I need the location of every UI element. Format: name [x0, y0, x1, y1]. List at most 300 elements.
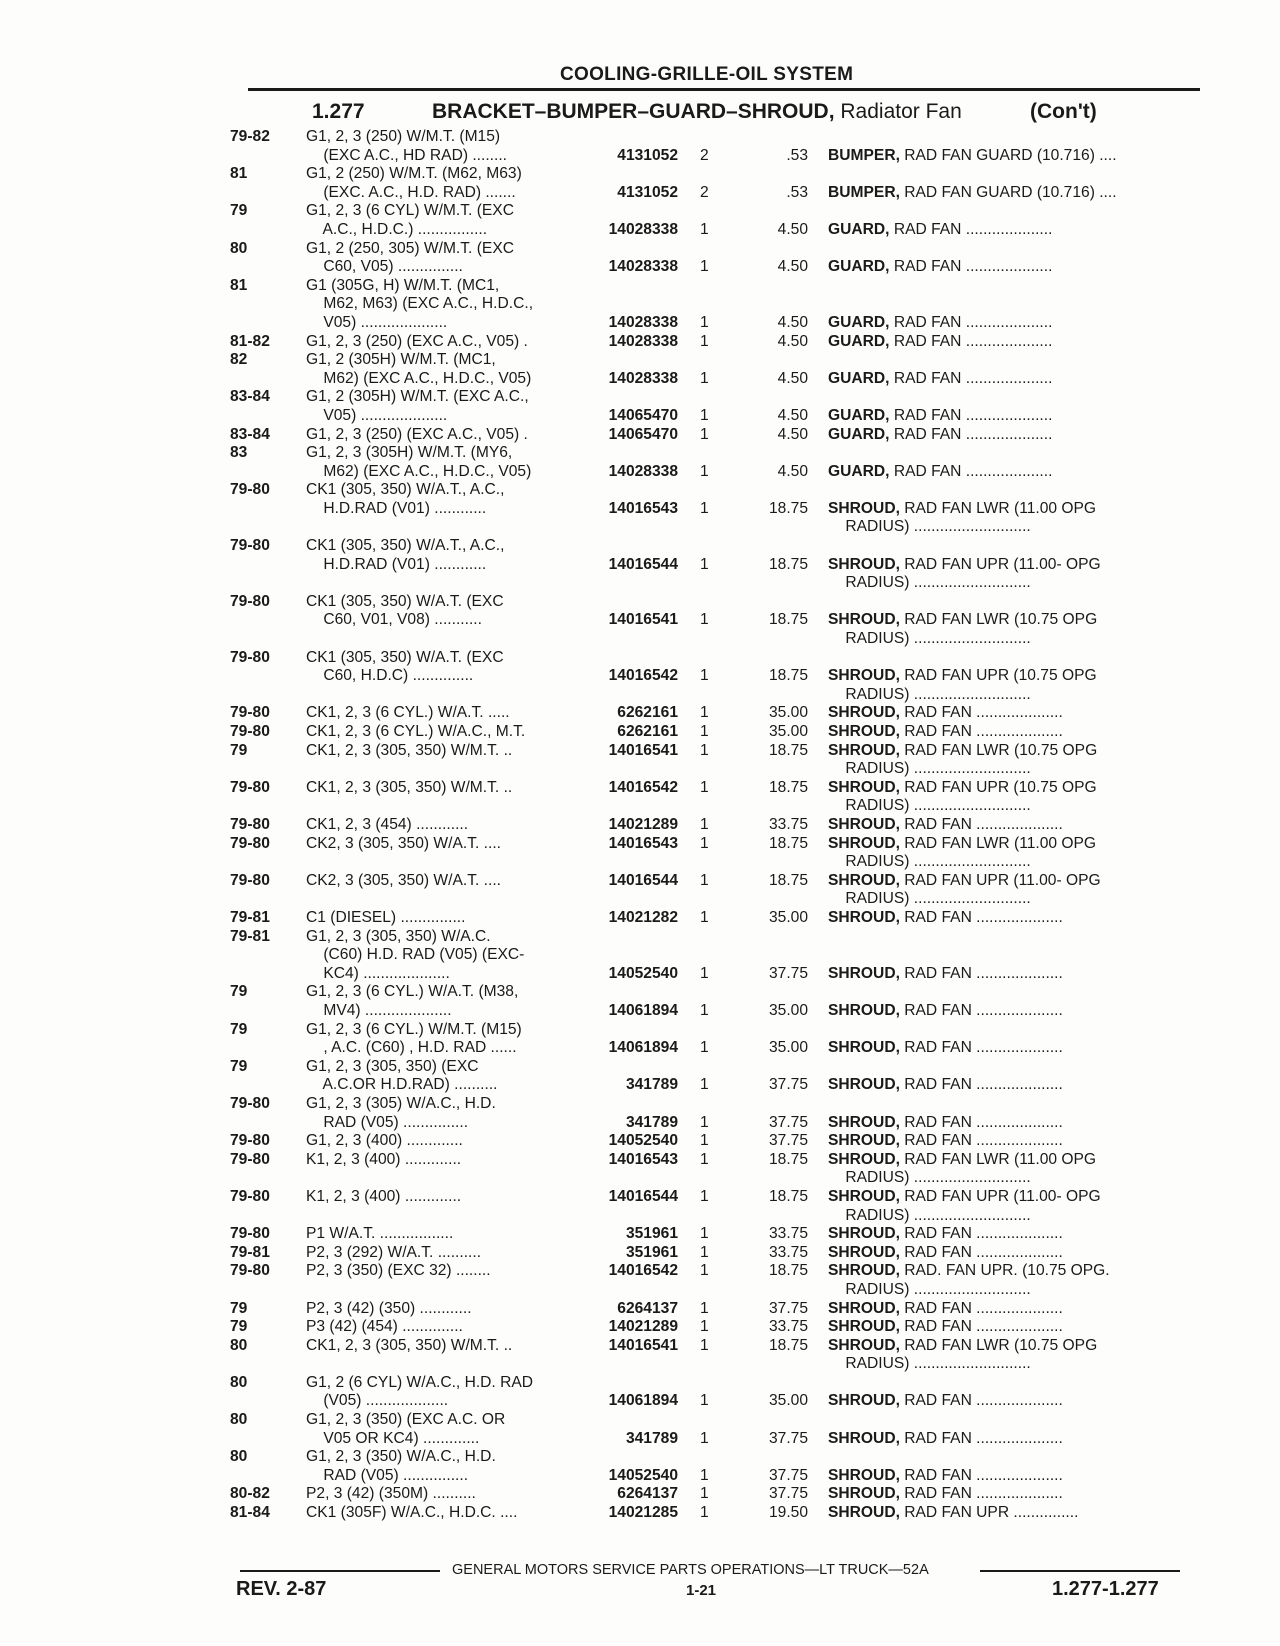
header-rule [248, 88, 1200, 91]
part-name: RADIUS) ........................... [828, 518, 1031, 536]
part-number: 14021289 [608, 816, 678, 834]
application-description: CK2, 3 (305, 350) W/A.T. .... [306, 871, 501, 889]
price: 35.00 [768, 909, 808, 927]
part-name-keyword: SHROUD, [828, 704, 900, 722]
part-name-detail: RAD FAN UPR (10.75 OPG [899, 667, 1097, 685]
application-description: CK1, 2, 3 (454) ............ [306, 816, 469, 834]
model-years: 80 [230, 1448, 248, 1466]
table-row [0, 872, 1280, 909]
part-name [828, 1467, 1198, 1486]
application-description: CK1 (305F) W/A.C., H.D.C. .... [306, 1504, 518, 1522]
quantity: 1 [700, 667, 709, 685]
application-description: M62) (EXC A.C., H.D.C., V05) [306, 462, 532, 480]
model-years: 82 [230, 351, 248, 369]
part-name [828, 1114, 1198, 1133]
application-description: CK2, 3 (305, 350) W/A.T. .... [306, 834, 501, 852]
quantity: 1 [700, 1262, 709, 1280]
part-name [828, 779, 1198, 798]
part-name-detail: RAD FAN .................... [899, 723, 1063, 741]
part-number: 341789 [625, 1076, 678, 1094]
part-name-detail: RAD FAN .................... [889, 258, 1053, 276]
application-description: , A.C. (C60) , H.D. RAD ...... [306, 1039, 517, 1057]
part-name-keyword: GUARD, [828, 258, 890, 276]
part-name [828, 1337, 1198, 1356]
table-row [0, 835, 1280, 872]
model-years: 79-80 [230, 1094, 270, 1112]
quantity: 2 [700, 146, 709, 164]
part-number: 14016541 [608, 741, 678, 759]
footer-reference: 1.277-1.277 [1052, 1578, 1159, 1600]
application-description: P2, 3 (292) W/A.T. .......... [306, 1243, 482, 1261]
part-name-detail: RAD FAN LWR (11.00 OPG [899, 834, 1097, 852]
part-name-detail: RAD FAN UPR ............... [899, 1504, 1079, 1522]
part-name: RADIUS) ........................... [828, 890, 1031, 908]
table-row [0, 351, 1280, 388]
section-continued: (Con't) [1030, 100, 1097, 123]
model-years: 83-84 [230, 425, 270, 443]
part-name [828, 1300, 1198, 1319]
part-number: 341789 [625, 1113, 678, 1131]
application-description: RAD (V05) ............... [306, 1466, 469, 1484]
part-number: 14016542 [608, 667, 678, 685]
table-row [0, 928, 1280, 984]
application-description: G1, 2, 3 (350) W/A.C., H.D. [306, 1448, 496, 1466]
quantity: 1 [700, 1113, 709, 1131]
part-name-keyword: SHROUD, [828, 1504, 900, 1522]
model-years: 79-80 [230, 1150, 270, 1168]
section-number: 1.277 [312, 100, 365, 123]
application-description: K1, 2, 3 (400) ............. [306, 1150, 462, 1168]
part-name-detail: RAD FAN .................... [899, 1039, 1063, 1057]
price: 33.75 [768, 1225, 808, 1243]
part-number: 14061894 [608, 1002, 678, 1019]
application-description: G1 (305G, H) W/M.T. (MC1, [306, 276, 500, 294]
application-description: G1, 2 (305H) W/M.T. (MC1, [306, 351, 496, 369]
model-years: 79-80 [230, 1262, 270, 1280]
application-description: G1, 2, 3 (305, 350) (EXC [306, 1057, 479, 1075]
part-name-detail: RAD FAN LWR (10.75 OPG [899, 611, 1098, 629]
part-name-detail: RAD FAN GUARD (10.716) .... [899, 183, 1117, 201]
table-row [0, 723, 1280, 742]
model-years: 81 [230, 276, 248, 294]
part-number: 351961 [625, 1225, 678, 1243]
quantity: 1 [700, 369, 709, 387]
application-description: G1, 2 (6 CYL) W/A.C., H.D. RAD [306, 1373, 534, 1391]
quantity: 1 [700, 704, 709, 722]
part-number: 14016541 [608, 1336, 678, 1354]
part-name [828, 1132, 1198, 1151]
application-description: V05) .................... [306, 406, 448, 424]
part-name [828, 1504, 1198, 1523]
quantity: 1 [700, 909, 709, 927]
price: 4.50 [777, 462, 808, 480]
part-name [828, 500, 1198, 519]
quantity: 1 [700, 425, 709, 443]
part-name-detail: RAD FAN .................... [899, 1076, 1063, 1094]
part-name-keyword: SHROUD, [828, 1485, 900, 1503]
quantity: 1 [700, 220, 709, 238]
part-name [828, 1151, 1198, 1170]
price: 18.75 [768, 1262, 808, 1280]
part-name: RADIUS) ........................... [828, 685, 1031, 703]
application-description: G1, 2, 3 (305) W/A.C., H.D. [306, 1094, 496, 1112]
part-name-detail: RAD FAN .................... [889, 220, 1053, 238]
model-years: 79-80 [230, 648, 270, 666]
model-years: 79 [230, 1318, 248, 1336]
footer-publisher: GENERAL MOTORS SERVICE PARTS OPERATIONS—LT TRUCK—52A [452, 1562, 929, 1578]
application-description: G1, 2 (250, 305) W/M.T. (EXC [306, 239, 514, 257]
quantity: 1 [700, 332, 709, 350]
model-years: 81 [230, 165, 248, 183]
quantity: 1 [700, 1039, 709, 1057]
application-description: H.D.RAD (V01) ............ [306, 555, 487, 573]
application-description: C60, V01, V08) ........... [306, 611, 482, 629]
table-row [0, 1337, 1280, 1374]
part-number: 14021282 [608, 909, 678, 927]
part-name-keyword: GUARD, [828, 369, 890, 387]
table-row [0, 1448, 1280, 1485]
part-name-detail: RAD FAN .................... [899, 1225, 1063, 1243]
table-row [0, 1095, 1280, 1132]
price: 35.00 [768, 723, 808, 741]
part-name-detail: RAD FAN .................... [899, 1392, 1063, 1410]
quantity: 1 [700, 1243, 709, 1261]
model-years: 79 [230, 1020, 248, 1038]
price: 18.75 [768, 667, 808, 685]
model-years: 79-81 [230, 909, 270, 927]
part-name-keyword: GUARD, [828, 313, 890, 331]
application-description: G1, 2, 3 (305, 350) W/A.C. [306, 927, 491, 945]
part-name [828, 1244, 1198, 1263]
application-description: CK1, 2, 3 (305, 350) W/M.T. .. [306, 1336, 513, 1354]
price: 37.75 [768, 1466, 808, 1484]
application-description: P2, 3 (42) (350M) .......... [306, 1485, 476, 1503]
part-name-detail: RAD FAN .................... [899, 964, 1063, 982]
quantity: 2 [700, 183, 709, 201]
table-row [0, 779, 1280, 816]
table-row [0, 983, 1280, 1020]
price: 33.75 [768, 816, 808, 834]
table-row [0, 1132, 1280, 1151]
table-row [0, 1188, 1280, 1225]
quantity: 1 [700, 1002, 709, 1019]
table-row [0, 1021, 1280, 1058]
application-description: G1, 2 (305H) W/M.T. (EXC A.C., [306, 388, 529, 406]
part-number: 4131052 [617, 146, 678, 164]
price: 37.75 [768, 1113, 808, 1131]
application-description: G1, 2, 3 (6 CYL) W/M.T. (EXC [306, 202, 514, 220]
application-description: (EXC A.C., HD RAD) ........ [306, 146, 508, 164]
part-name-detail: RAD FAN UPR (11.00- OPG [899, 871, 1101, 889]
part-number: 6262161 [617, 704, 678, 722]
part-name: RADIUS) ........................... [828, 1206, 1031, 1224]
model-years: 79-81 [230, 1243, 270, 1261]
section-title-bold: BRACKET–BUMPER–GUARD–SHROUD, [432, 100, 835, 123]
model-years: 79-80 [230, 778, 270, 796]
part-name [828, 909, 1198, 928]
part-name [828, 1002, 1198, 1021]
price: 33.75 [768, 1243, 808, 1261]
quantity: 1 [700, 406, 709, 424]
part-name-detail: RAD FAN LWR (10.75 OPG [899, 1336, 1098, 1354]
part-name-detail: RAD FAN .................... [899, 1132, 1063, 1150]
model-years: 79 [230, 202, 248, 220]
part-name-keyword: SHROUD, [828, 1225, 900, 1243]
model-years: 79-81 [230, 927, 270, 945]
part-name [828, 1430, 1198, 1449]
part-number: 14016543 [608, 499, 678, 517]
application-description: MV4) .................... [306, 1002, 452, 1019]
application-description: C60, H.D.C) .............. [306, 667, 474, 685]
application-description: P3 (42) (454) .............. [306, 1318, 463, 1336]
quantity: 1 [700, 1429, 709, 1447]
table-row [0, 1485, 1280, 1504]
price: .53 [786, 183, 808, 201]
part-name [828, 463, 1198, 482]
model-years: 79-80 [230, 816, 270, 834]
part-name-keyword: SHROUD, [828, 1039, 900, 1057]
part-number: 4131052 [617, 183, 678, 201]
model-years: 79 [230, 1299, 248, 1317]
table-row [0, 1244, 1280, 1263]
part-name [828, 723, 1198, 742]
application-description: CK1, 2, 3 (305, 350) W/M.T. .. [306, 778, 513, 796]
quantity: 1 [700, 964, 709, 982]
quantity: 1 [700, 611, 709, 629]
part-name-keyword: GUARD, [828, 425, 890, 443]
part-number: 14028338 [608, 462, 678, 480]
quantity: 1 [700, 778, 709, 796]
part-name: RADIUS) ........................... [828, 574, 1031, 592]
price: 18.75 [768, 834, 808, 852]
table-row [0, 1151, 1280, 1188]
model-years: 79-80 [230, 723, 270, 741]
part-name-keyword: SHROUD, [828, 555, 900, 573]
part-name-keyword: SHROUD, [828, 909, 900, 927]
part-name-detail: RAD FAN .................... [899, 1243, 1063, 1261]
part-name-keyword: SHROUD, [828, 1132, 900, 1150]
part-name-detail: RAD FAN GUARD (10.716) .... [899, 146, 1117, 164]
part-name-detail: RAD FAN UPR (11.00- OPG [899, 555, 1101, 573]
quantity: 1 [700, 555, 709, 573]
part-name [828, 426, 1198, 445]
price: 4.50 [777, 258, 808, 276]
application-description: CK1 (305, 350) W/A.T., A.C., [306, 481, 505, 499]
part-name-detail: RAD. FAN UPR. (10.75 OPG. [899, 1262, 1110, 1280]
price: 18.75 [768, 1336, 808, 1354]
part-name-detail: RAD FAN .................... [889, 369, 1053, 387]
table-row [0, 1411, 1280, 1448]
application-description: (V05) ................... [306, 1392, 449, 1410]
part-name-keyword: SHROUD, [828, 1318, 900, 1336]
part-name [828, 370, 1198, 389]
part-name-keyword: SHROUD, [828, 723, 900, 741]
part-number: 14052540 [608, 964, 678, 982]
application-description: G1, 2, 3 (350) (EXC A.C. OR [306, 1411, 506, 1429]
part-name-detail: RAD FAN UPR (10.75 OPG [899, 778, 1097, 796]
part-name [828, 611, 1198, 630]
table-row [0, 444, 1280, 481]
part-name-detail: RAD FAN .................... [889, 462, 1053, 480]
page-header-title: COOLING-GRILLE-OIL SYSTEM [560, 64, 854, 85]
model-years: 80 [230, 1373, 248, 1391]
application-description: CK1 (305, 350) W/A.T. (EXC [306, 592, 504, 610]
part-name [828, 1225, 1198, 1244]
part-number: 14016542 [608, 778, 678, 796]
part-number: 14061894 [608, 1039, 678, 1057]
model-years: 79 [230, 741, 248, 759]
price: 35.00 [768, 1002, 808, 1019]
part-number: 351961 [625, 1243, 678, 1261]
part-name-detail: RAD FAN .................... [889, 313, 1053, 331]
table-row [0, 128, 1280, 165]
section-title-rest: Radiator Fan [834, 100, 962, 123]
price: 4.50 [777, 406, 808, 424]
application-description: CK1, 2, 3 (6 CYL.) W/A.C., M.T. [306, 723, 526, 741]
quantity: 1 [700, 741, 709, 759]
part-name [828, 1076, 1198, 1095]
application-description: K1, 2, 3 (400) ............. [306, 1187, 462, 1205]
part-name-detail: RAD FAN .................... [899, 704, 1063, 722]
part-name-keyword: SHROUD, [828, 778, 900, 796]
table-row [0, 537, 1280, 593]
table-row [0, 742, 1280, 779]
table-row [0, 277, 1280, 333]
table-row [0, 1504, 1280, 1523]
quantity: 1 [700, 1187, 709, 1205]
application-description: G1, 2, 3 (250) (EXC A.C., V05) . [306, 425, 528, 443]
part-name [828, 1485, 1198, 1504]
part-name-keyword: SHROUD, [828, 964, 900, 982]
part-name [828, 1318, 1198, 1337]
part-name-keyword: SHROUD, [828, 834, 900, 852]
table-row [0, 704, 1280, 723]
model-years: 79-82 [230, 128, 270, 145]
part-number: 14021285 [608, 1504, 678, 1522]
part-name [828, 333, 1198, 352]
section-title [432, 100, 962, 124]
part-number: 14016542 [608, 1262, 678, 1280]
part-number: 14052540 [608, 1132, 678, 1150]
price: 37.75 [768, 1132, 808, 1150]
part-name [828, 835, 1198, 854]
part-name: RADIUS) ........................... [828, 797, 1031, 815]
part-number: 6264137 [617, 1299, 678, 1317]
part-name-detail: RAD FAN .................... [899, 909, 1063, 927]
footer-rule-right [980, 1570, 1180, 1572]
application-description: (C60) H.D. RAD (V05) (EXC- [306, 946, 525, 964]
application-description: G1, 2, 3 (6 CYL.) W/A.T. (M38, [306, 983, 519, 1001]
application-description: A.C.OR H.D.RAD) .......... [306, 1076, 498, 1094]
part-name: RADIUS) ........................... [828, 630, 1031, 648]
part-name: RADIUS) ........................... [828, 853, 1031, 871]
table-row [0, 593, 1280, 649]
part-number: 14016544 [608, 871, 678, 889]
part-name [828, 184, 1198, 203]
price: 37.75 [768, 1429, 808, 1447]
part-name-keyword: SHROUD, [828, 871, 900, 889]
part-name-keyword: SHROUD, [828, 611, 900, 629]
model-years: 80 [230, 1336, 248, 1354]
part-name-keyword: SHROUD, [828, 1392, 900, 1410]
part-name-keyword: SHROUD, [828, 1429, 900, 1447]
model-years: 79-80 [230, 537, 270, 555]
quantity: 1 [700, 871, 709, 889]
application-description: CK1 (305, 350) W/A.T. (EXC [306, 648, 504, 666]
part-number: 6264137 [617, 1485, 678, 1503]
part-name [828, 147, 1198, 166]
application-description: V05) .................... [306, 313, 448, 331]
price: 18.75 [768, 499, 808, 517]
table-row [0, 1262, 1280, 1299]
part-name: RADIUS) ........................... [828, 1280, 1031, 1298]
part-name: RADIUS) ........................... [828, 760, 1031, 778]
part-name-keyword: GUARD, [828, 462, 890, 480]
quantity: 1 [700, 816, 709, 834]
application-description: H.D.RAD (V01) ............ [306, 499, 487, 517]
table-row [0, 1318, 1280, 1337]
part-name-detail: RAD FAN LWR (11.00 OPG [899, 499, 1097, 517]
price: 18.75 [768, 1187, 808, 1205]
table-row [0, 816, 1280, 835]
application-description: CK1, 2, 3 (6 CYL.) W/A.T. ..... [306, 704, 510, 722]
application-description: P2, 3 (350) (EXC 32) ........ [306, 1262, 491, 1280]
quantity: 1 [700, 1318, 709, 1336]
part-name-keyword: SHROUD, [828, 741, 900, 759]
part-name-keyword: SHROUD, [828, 1002, 900, 1019]
quantity: 1 [700, 1299, 709, 1317]
part-name [828, 1039, 1198, 1058]
part-name-detail: RAD FAN .................... [899, 816, 1063, 834]
price: 18.75 [768, 1150, 808, 1168]
model-years: 80 [230, 239, 248, 257]
part-name: RADIUS) ........................... [828, 1355, 1031, 1373]
quantity: 1 [700, 1485, 709, 1503]
price: 33.75 [768, 1318, 808, 1336]
quantity: 1 [700, 1392, 709, 1410]
quantity: 1 [700, 258, 709, 276]
price: 4.50 [777, 369, 808, 387]
part-name-keyword: GUARD, [828, 406, 890, 424]
part-name-detail: RAD FAN .................... [889, 332, 1053, 350]
part-name [828, 407, 1198, 426]
part-name-detail: RAD FAN .................... [899, 1466, 1063, 1484]
part-name [828, 1188, 1198, 1207]
application-description: M62) (EXC A.C., H.D.C., V05) [306, 369, 532, 387]
quantity: 1 [700, 1076, 709, 1094]
part-name [828, 965, 1198, 984]
table-row [0, 649, 1280, 705]
part-name-keyword: SHROUD, [828, 1299, 900, 1317]
part-name-detail: RAD FAN .................... [899, 1002, 1063, 1019]
model-years: 79 [230, 983, 248, 1001]
part-number: 14065470 [608, 425, 678, 443]
part-name-keyword: SHROUD, [828, 667, 900, 685]
part-name-keyword: SHROUD, [828, 1243, 900, 1261]
quantity: 1 [700, 1150, 709, 1168]
price: 18.75 [768, 741, 808, 759]
part-name [828, 1392, 1198, 1411]
part-name-keyword: SHROUD, [828, 499, 900, 517]
application-description: G1, 2, 3 (6 CYL.) W/M.T. (M15) [306, 1020, 522, 1038]
price: 18.75 [768, 871, 808, 889]
part-number: 14065470 [608, 406, 678, 424]
model-years: 80-82 [230, 1485, 270, 1503]
model-years: 79-80 [230, 1187, 270, 1205]
part-name-detail: RAD FAN .................... [899, 1318, 1063, 1336]
price: 4.50 [777, 425, 808, 443]
part-name-keyword: SHROUD, [828, 1150, 900, 1168]
